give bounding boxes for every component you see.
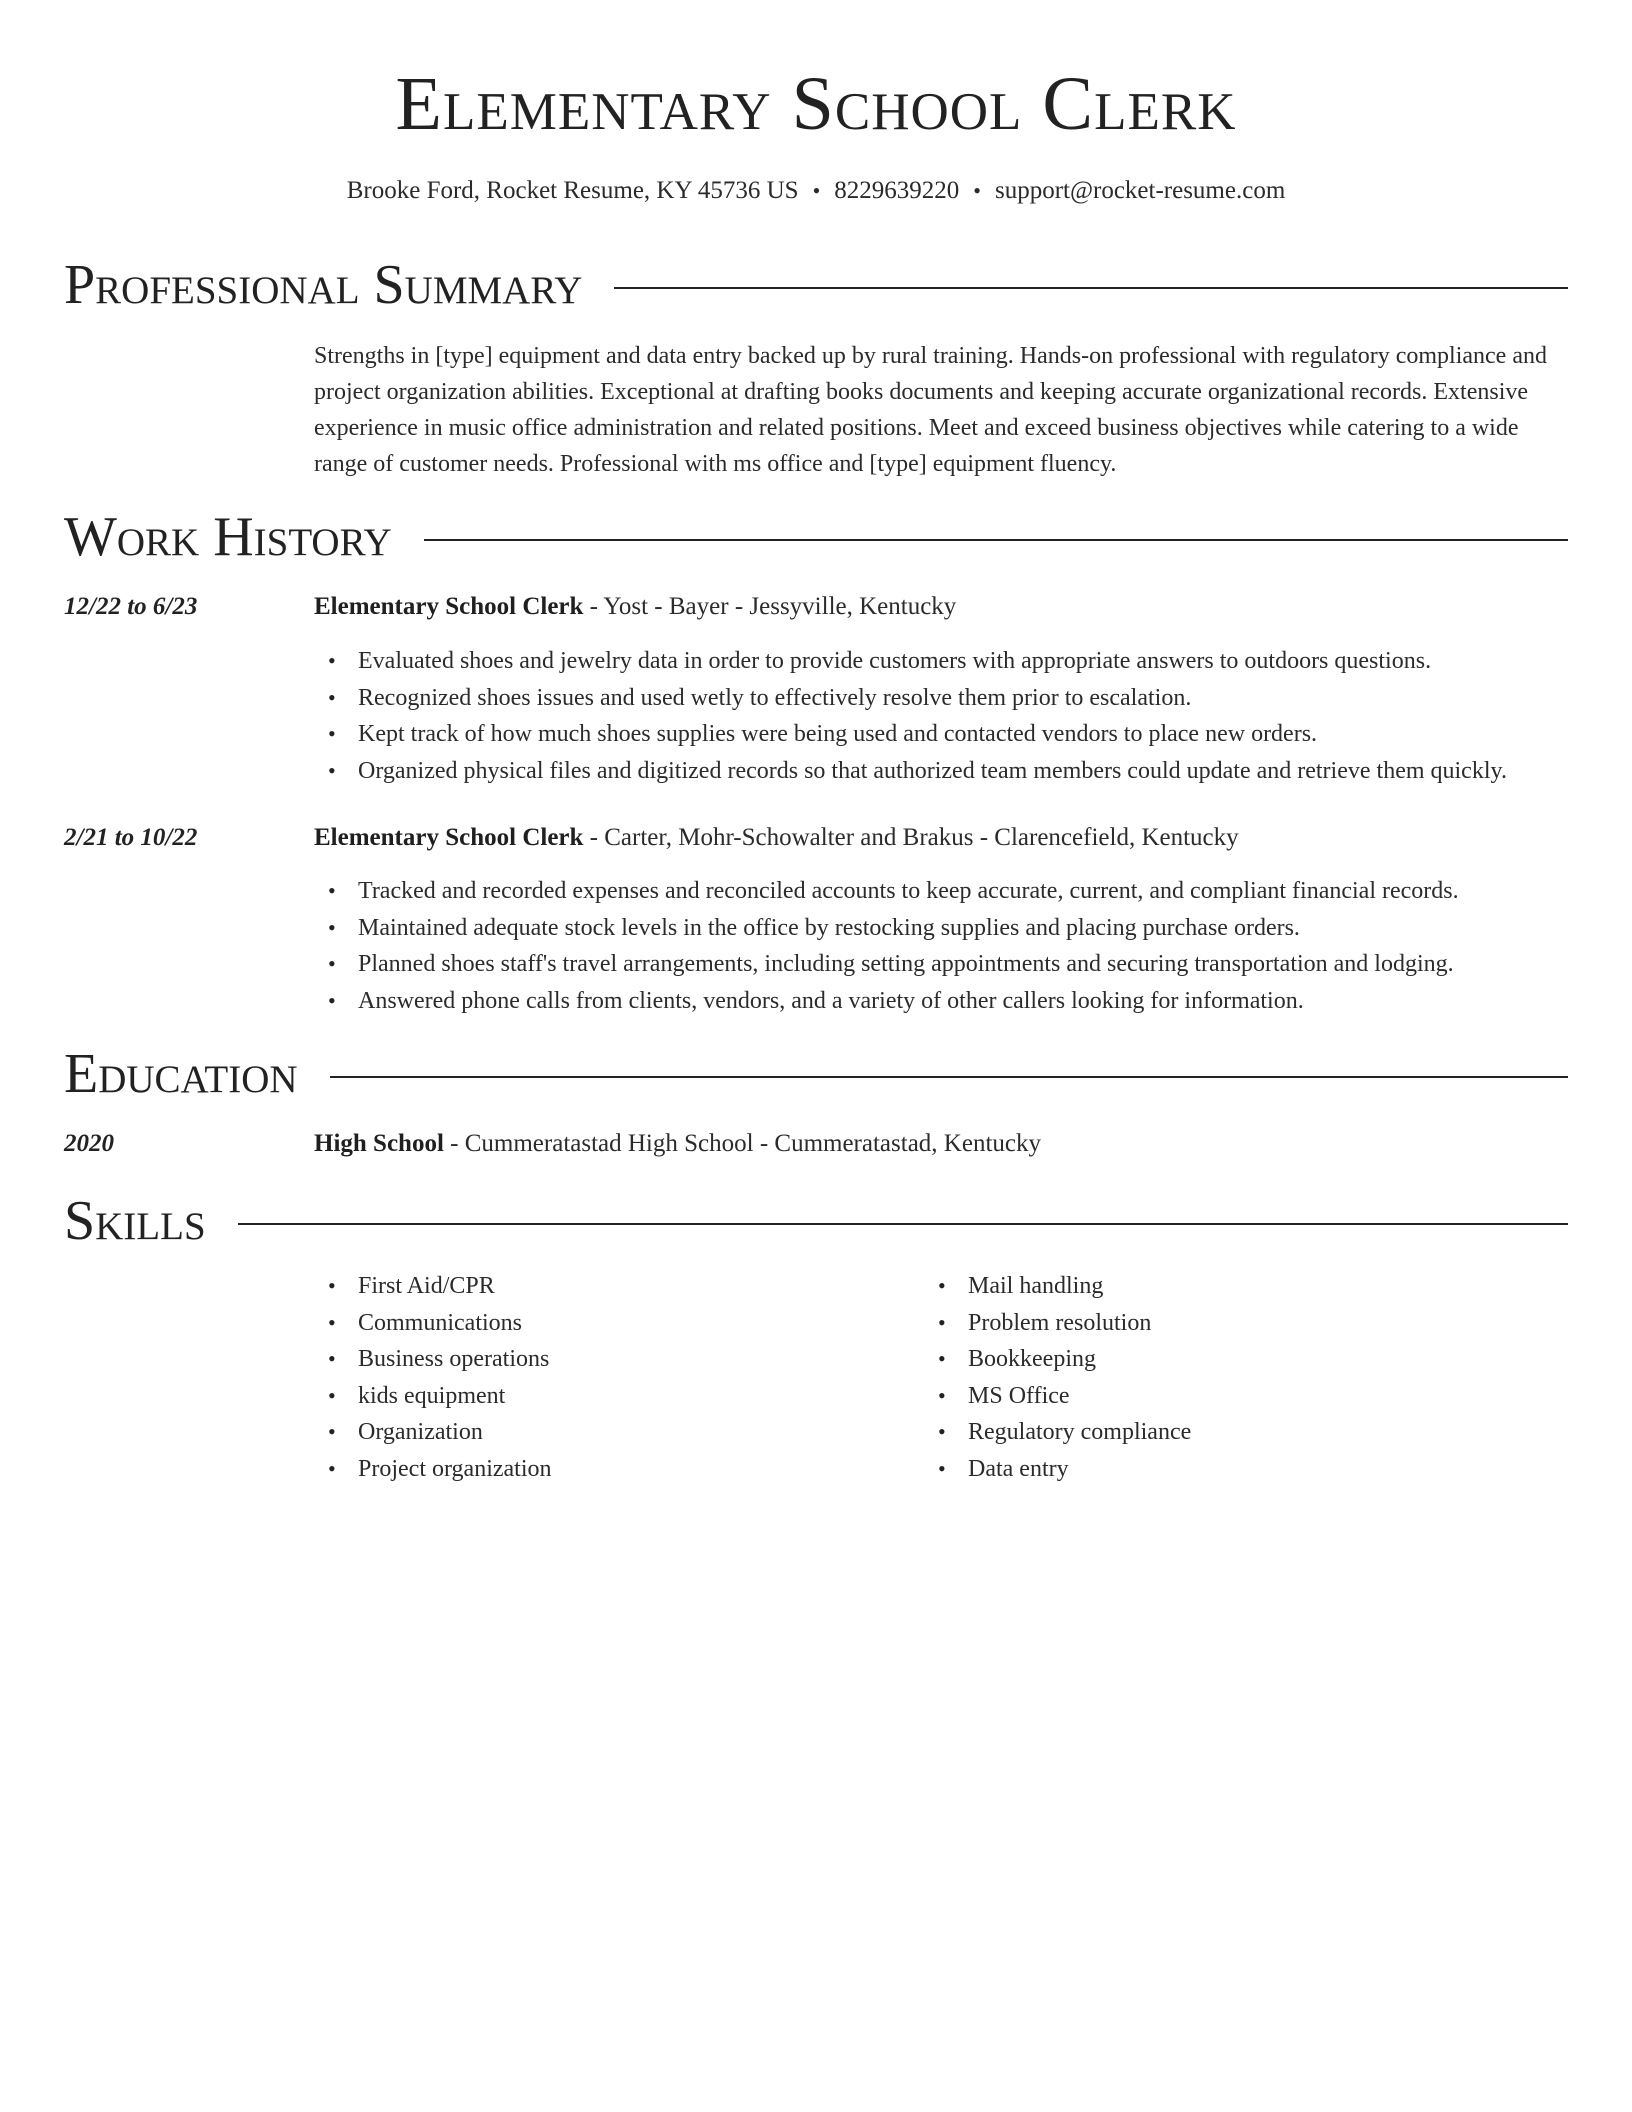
contact-address: Brooke Ford, Rocket Resume, KY 45736 US [346, 177, 799, 204]
job-dates: 12/22 to 6/23 [64, 593, 198, 620]
skill-item: • MS Office [968, 1378, 1632, 1415]
job-dates: 2/21 to 10/22 [64, 824, 198, 851]
section-divider [330, 1076, 1568, 1078]
job-bullet: • Answered phone calls from clients, vendors, and a variety of other callers looking for information. [358, 983, 1612, 1020]
skill-item: • Data entry [968, 1451, 1632, 1488]
job-bullet-list [314, 873, 1612, 1019]
skill-item: • Problem resolution [968, 1305, 1632, 1342]
contact-phone: 8229639220 [834, 177, 960, 204]
work-history-section-title: Work History [64, 506, 392, 568]
skills-section-header [64, 1186, 1568, 1256]
education-section-title: Education [64, 1043, 298, 1105]
job-details: - Yost - Bayer - Jessyville, Kentucky [583, 593, 957, 620]
job-bullet-list [314, 643, 1612, 789]
summary-text: Strengths in [type] equipment and data entry backed up by rural training. Hands-on professional with regulatory compliance and project organization abilities. Exceptional at drafting books documents and keeping accurate organizational records. Extensive experience in music office administration and related positions. Meet and exceed business objectives while catering to a wide range of customer needs. Professional with ms office and [type] equipment fluency. [314, 343, 1547, 477]
job-bullet: • Tracked and recorded expenses and reconciled accounts to keep accurate, current, and compliant financial records. [358, 873, 1612, 910]
job-bullet: • Maintained adequate stock levels in the office by restocking supplies and placing purchase orders. [358, 910, 1612, 947]
job-position: Elementary School Clerk [314, 593, 584, 620]
section-divider [614, 287, 1568, 289]
job-bullet: • Organized physical files and digitized records so that authorized team members could update and retrieve them quickly. [358, 753, 1612, 790]
skill-item: • First Aid/CPR [358, 1268, 1612, 1305]
education-details: - Cummeratastad High School - Cummeratastad, Kentucky [443, 1130, 1041, 1157]
contact-separator: • [812, 178, 821, 203]
contact-separator: • [973, 178, 981, 203]
contact-email[interactable]: support@rocket-resume.com [994, 177, 1286, 204]
education-section-header [64, 1039, 1568, 1109]
job-bullet: • Recognized shoes issues and used wetly to effectively resolve them prior to escalation. [358, 680, 1612, 717]
job-position: Elementary School Clerk [314, 824, 584, 851]
job-heading [314, 590, 956, 624]
resume-name-heading: Elementary School Clerk [395, 62, 1237, 146]
skill-item: • Communications [358, 1305, 1612, 1342]
education-heading [314, 1127, 1041, 1161]
skill-item: • Mail handling [968, 1268, 1632, 1305]
skill-item: • Regulatory compliance [968, 1414, 1632, 1451]
section-divider [424, 539, 1568, 541]
education-year: 2020 [64, 1130, 114, 1157]
skills-list-right [924, 1268, 1632, 1487]
summary-section-title: Professional Summary [64, 254, 583, 316]
job-bullet: • Planned shoes staff's travel arrangements, including setting appointments and securing transportation and lodging. [358, 946, 1612, 983]
section-divider [238, 1223, 1568, 1225]
job-bullet: • Evaluated shoes and jewelry data in order to provide customers with appropriate answers to outdoors questions. [358, 643, 1612, 680]
skill-item: • Business operations [358, 1341, 1612, 1378]
skills-section-title: Skills [64, 1190, 206, 1252]
skill-item: • kids equipment [358, 1378, 1612, 1415]
skill-item: • Organization [358, 1414, 1612, 1451]
job-heading [314, 821, 1239, 855]
skill-item: • Bookkeeping [968, 1341, 1632, 1378]
job-bullet: • Kept track of how much shoes supplies were being used and contacted vendors to place new orders. [358, 716, 1612, 753]
summary-section-header [64, 250, 1568, 320]
job-details: - Carter, Mohr-Schowalter and Brakus - Clarencefield, Kentucky [583, 824, 1239, 851]
education-degree: High School [314, 1130, 444, 1157]
work-history-section-header [64, 502, 1568, 572]
skill-item: • Project organization [358, 1451, 1612, 1488]
contact-line [0, 174, 1632, 208]
